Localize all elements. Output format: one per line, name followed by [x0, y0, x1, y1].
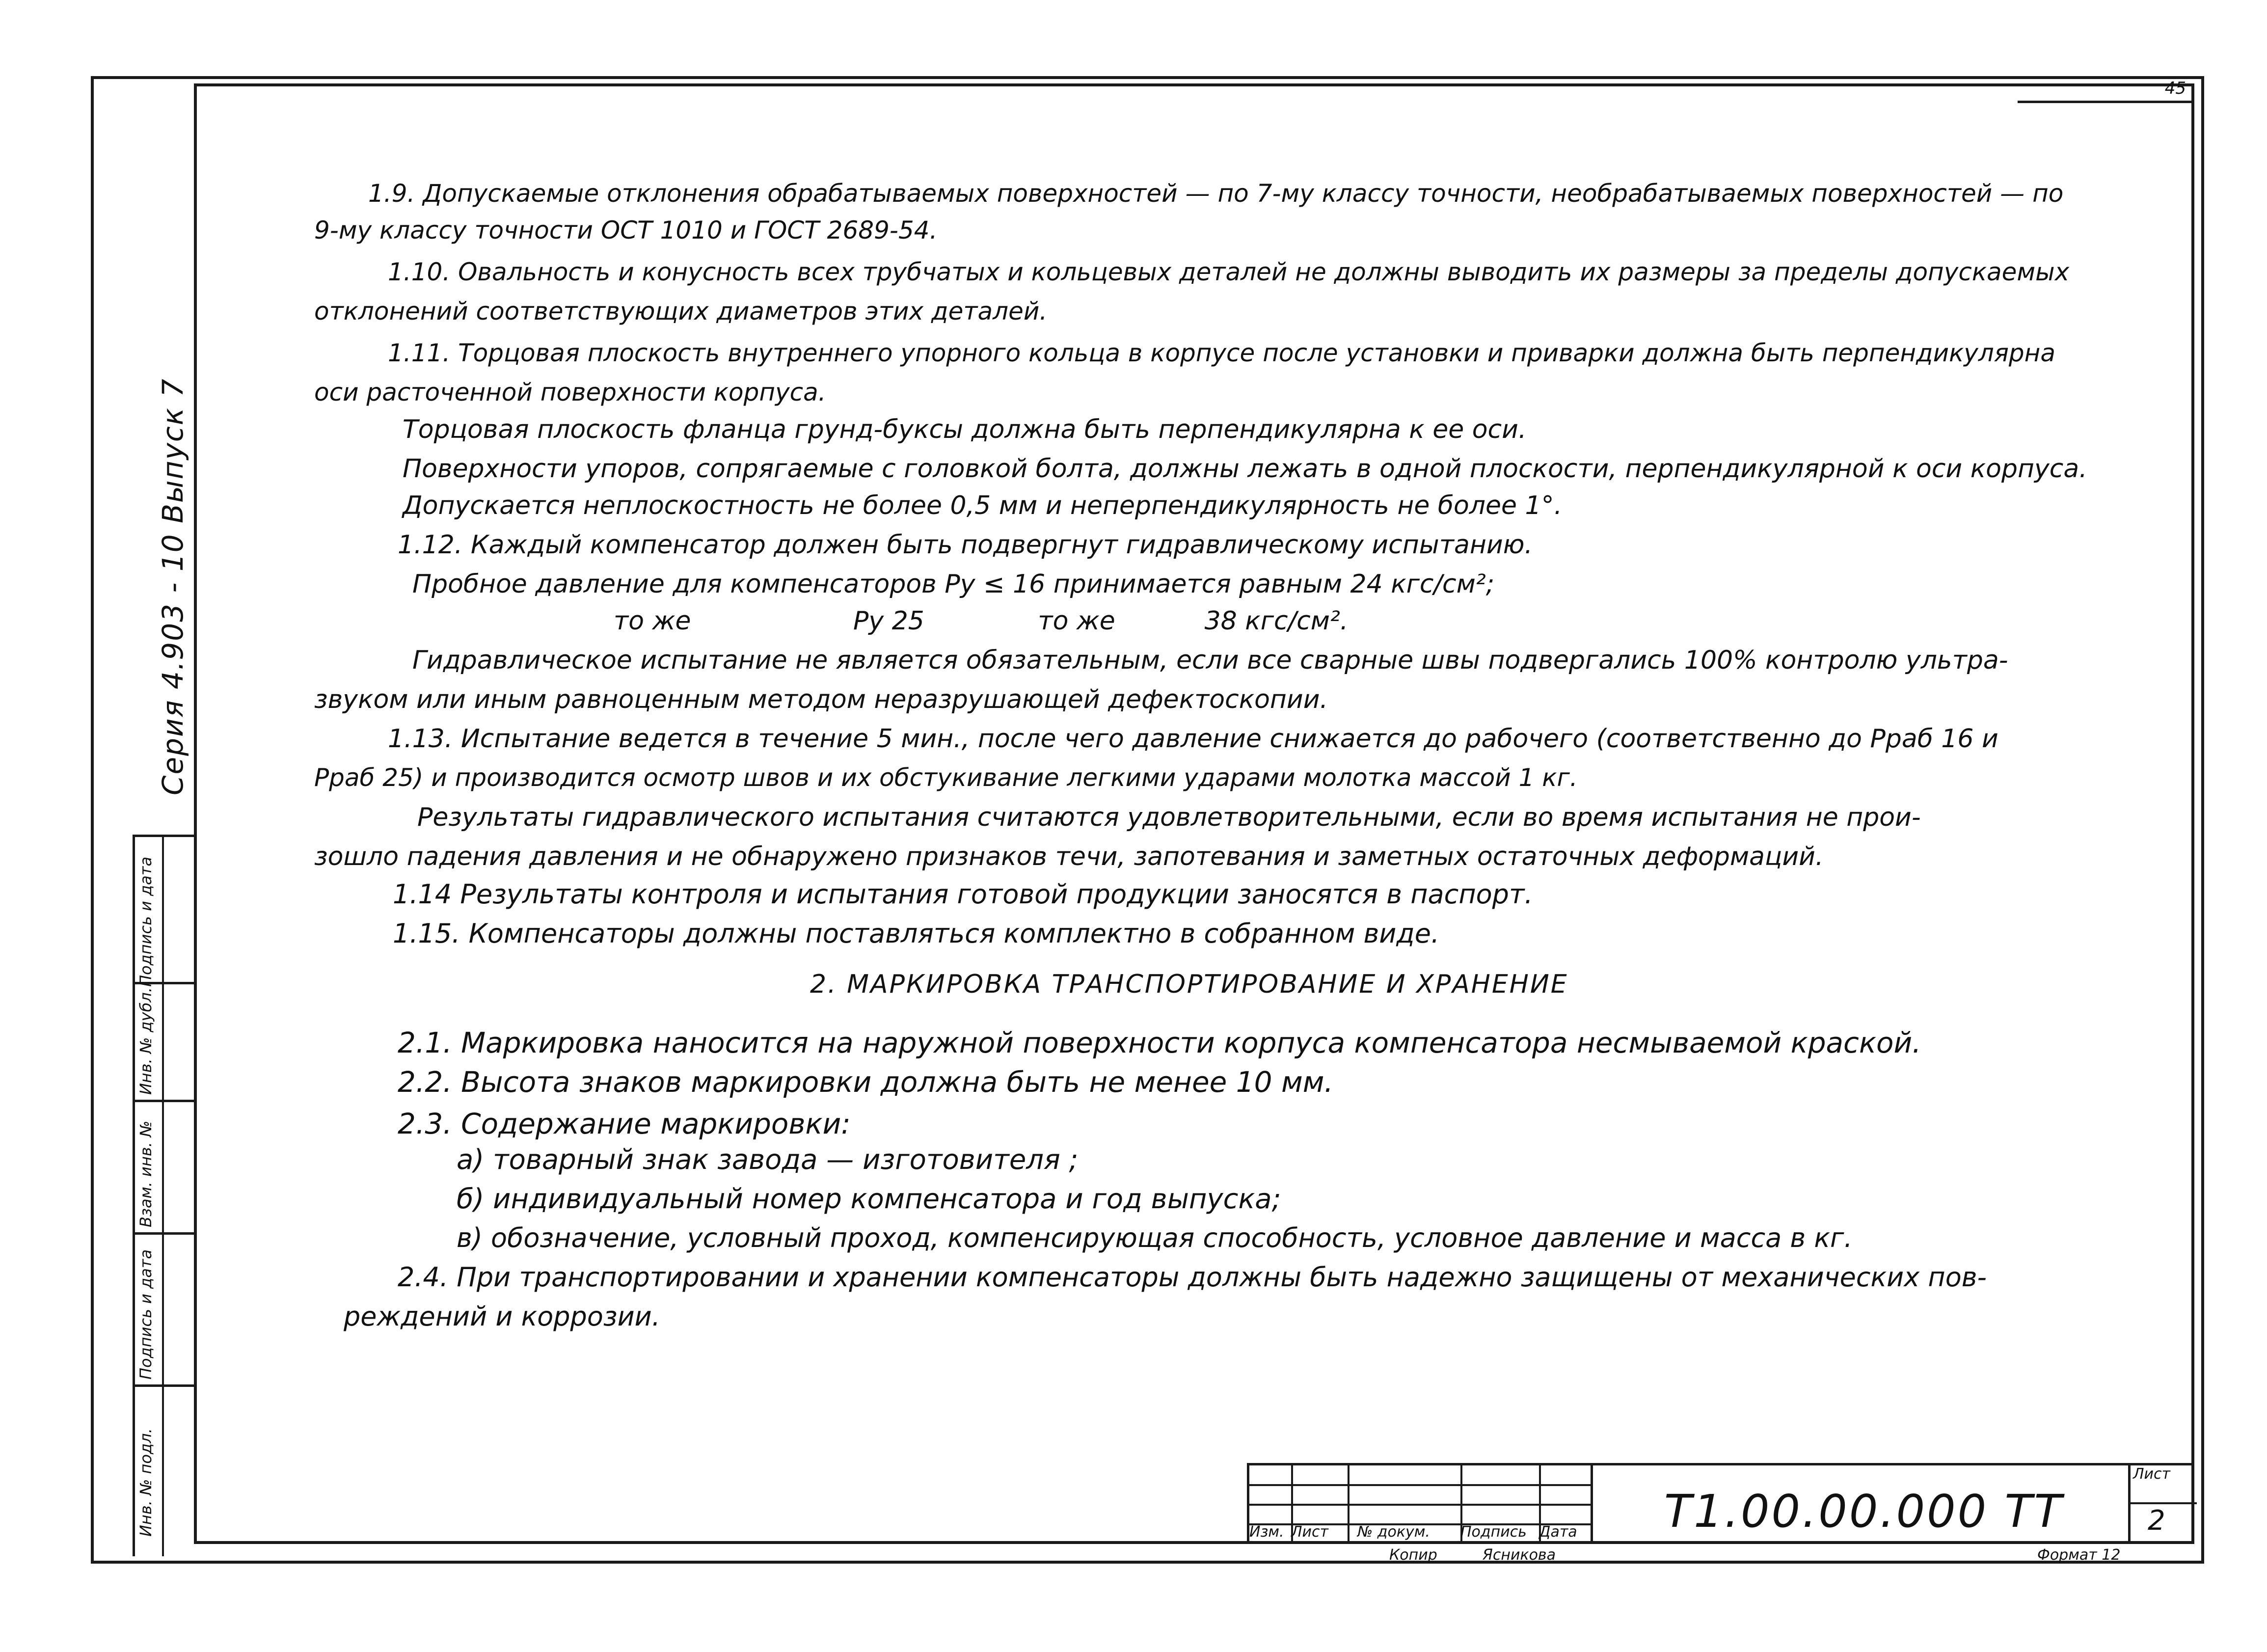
body-line: 1.15. Компенсаторы должны поставляться комплектно в собранном виде.: [393, 918, 1440, 949]
stamp-grid-row: [1249, 1484, 1593, 1486]
body-line: отклонений соответствующих диаметров этих деталей.: [314, 297, 1048, 325]
side-strip-row: [135, 1384, 196, 1387]
page-number: 45: [2164, 79, 2186, 98]
body-line: зошло падения давления и не обнаружено признаков течи, запотевания и заметных остаточных деформаций.: [314, 842, 1824, 871]
side-strip-row: [135, 1100, 196, 1102]
document-code: Т1.00.00.000 ТТ: [1664, 1485, 2064, 1538]
body-line: 1.9. Допускаемые отклонения обрабатываемых поверхностей — по 7-му классу точности, необрабатываемых поверхностей — по: [368, 179, 2064, 208]
body-line: Гидравлическое испытание не является обязательным, если все сварные швы подвергались 100% контролю ультра-: [412, 646, 2008, 675]
copier-name: Ясникова: [1483, 1546, 1556, 1564]
body-line: 1.13. Испытание ведется в течение 5 мин., после чего давление снижается до рабочего (соответственно до Рраб 16 и: [388, 724, 1998, 754]
section-line: б) индивидуальный номер компенсатора и год выпуска;: [457, 1183, 1281, 1215]
format-label: Формат 12: [2037, 1546, 2121, 1564]
side-label-signature-date-top: Подпись и дата: [136, 856, 155, 987]
stamp-header-izm: Изм.: [1249, 1523, 1284, 1541]
body-line: Результаты гидравлического испытания считаются удовлетворительными, если во время испытания не прои-: [417, 803, 1921, 832]
body-line: звуком или иным равноценным методом неразрушающей дефектоскопии.: [314, 685, 1328, 714]
side-strip-divider: [162, 835, 164, 1556]
series-vertical-label: Серия 4.903 - 10 Выпуск 7: [156, 378, 189, 795]
stamp-header-date: Дата: [1539, 1523, 1577, 1541]
sheet-number: 2: [2148, 1505, 2165, 1537]
sheet-label: Лист: [2133, 1465, 2171, 1483]
body-line: Рраб 25) и производится осмотр швов и их обстукивание легкими ударами молотка массой 1 кг.: [314, 763, 1578, 792]
section-line: 2.2. Высота знаков маркировки должна быть не менее 10 мм.: [398, 1065, 1333, 1099]
side-label-original-no: Инв. № подл.: [136, 1428, 155, 1537]
section-line: а) товарный знак завода — изготовителя ;: [457, 1144, 1079, 1176]
sheet-box-divider: [2131, 1502, 2197, 1504]
body-line: 1.10. Овальность и конусность всех трубчатых и кольцевых деталей не должны выводить их размеры за пределы допускаемых: [388, 258, 2070, 286]
page-number-rule: [2018, 101, 2194, 103]
side-label-signature-date: Подпись и дата: [136, 1249, 155, 1380]
stamp-grid-col: [1348, 1465, 1349, 1544]
body-line: Допускается неплоскостность не более 0,5 мм и неперпендикулярность не более 1°.: [403, 491, 1563, 520]
section-line: 2.3. Содержание маркировки:: [398, 1107, 851, 1140]
copied-label: Копир: [1389, 1546, 1437, 1564]
body-line: оси расточенной поверхности корпуса.: [314, 378, 826, 406]
body-line: 9-му классу точности ОСТ 1010 и ГОСТ 2689-54.: [314, 216, 938, 244]
side-strip-row: [135, 1232, 196, 1235]
side-label-replacement-no: Взам. инв. №: [136, 1120, 155, 1227]
stamp-header-doc-no: № докум.: [1357, 1523, 1430, 1541]
stamp-header-list: Лист: [1291, 1523, 1329, 1541]
stamp-grid-row: [1249, 1504, 1593, 1506]
body-line: 1.14 Результаты контроля и испытания готовой продукции заносятся в паспорт.: [393, 879, 1533, 910]
section-title: 2. МАРКИРОВКА ТРАНСПОРТИРОВАНИЕ И ХРАНЕНИЕ: [810, 970, 1568, 999]
body-line: Поверхности упоров, сопрягаемые с головкой болта, должны лежать в одной плоскости, перпендикулярной к оси корпуса.: [403, 454, 2087, 484]
side-label-dupl-no: Инв. № дубл.: [136, 987, 155, 1095]
section-line: реждений и коррозии.: [344, 1301, 660, 1332]
body-line: 1.11. Торцовая плоскость внутреннего упорного кольца в корпусе после установки и приварки должна быть перпендикулярна: [388, 339, 2055, 367]
body-line: Пробное давление для компенсаторов Ру ≤ 16 принимается равным 24 кгс/см²;: [412, 569, 1495, 599]
body-line: Торцовая плоскость фланца грунд-буксы должна быть перпендикулярна к ее оси.: [403, 415, 1527, 444]
section-line: 2.1. Маркировка наносится на наружной поверхности корпуса компенсатора несмываемой краской.: [398, 1026, 1921, 1059]
section-line: 2.4. При транспортировании и хранении компенсаторы должны быть надежно защищены от механических пов-: [398, 1262, 1987, 1293]
side-strip-row: [135, 835, 196, 837]
section-line: в) обозначение, условный проход, компенсирующая способность, условное давление и масса в кг.: [457, 1222, 1853, 1253]
body-line: 1.12. Каждый компенсатор должен быть подвергнут гидравлическому испытанию.: [398, 530, 1533, 560]
body-line: то же Ру 25 то же 38 кгс/см².: [614, 606, 1349, 636]
stamp-header-signature: Подпись: [1460, 1523, 1527, 1541]
